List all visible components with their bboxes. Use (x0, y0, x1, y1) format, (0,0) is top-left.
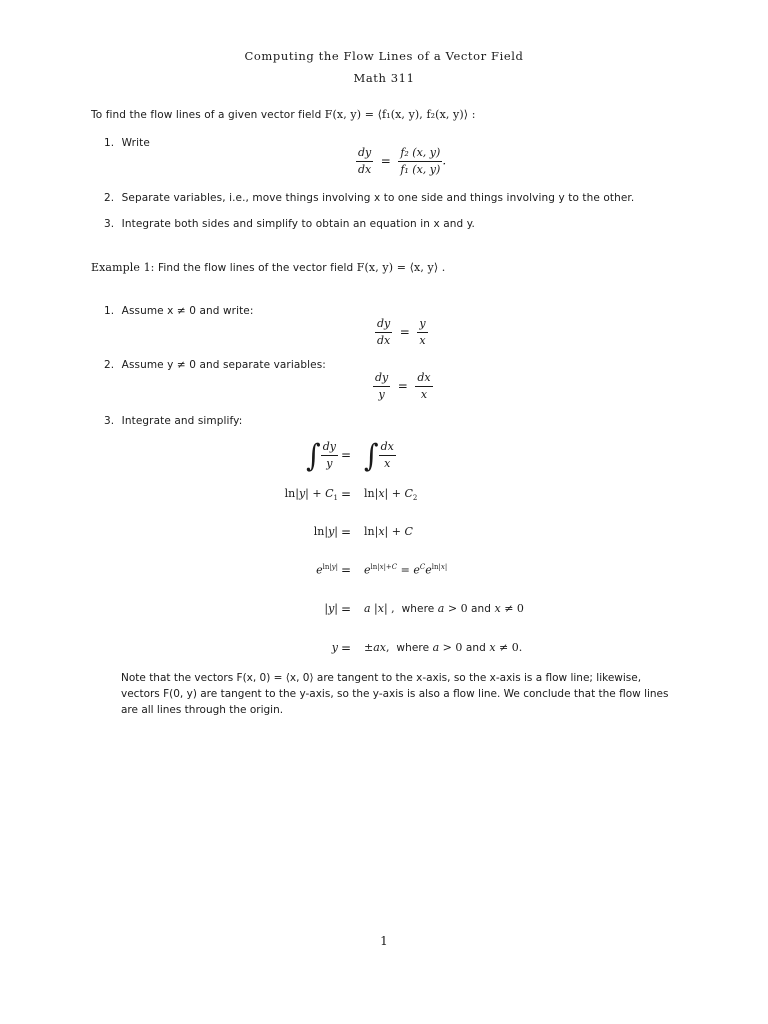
step-number: 3. (104, 415, 115, 427)
page-number: 1 (380, 934, 388, 948)
derivation-rhs: ±ax, where a > 0 and x ≠ 0. (364, 641, 523, 654)
example-formula-2: $\frac{dy}{y}$ = $\frac{dx}{x}$ (375, 371, 431, 401)
step-number: 1. (104, 305, 115, 317)
derivation-lhs: ln|y| (313, 525, 338, 538)
derivation-row-4 (230, 563, 570, 581)
intro-line (91, 108, 476, 121)
intro-lead: To find the flow lines of a given vector field (91, 109, 322, 121)
course-label: Math 311 (353, 71, 415, 85)
derivation-rhs: $\ln|x| + C_2$ (364, 487, 418, 503)
derivation-lhs: y (331, 641, 338, 654)
derivation-lhs: |y| (324, 602, 338, 615)
derivation-rhs: a |x| , where a > 0 and x ≠ 0 (364, 602, 524, 615)
example-heading (91, 261, 445, 274)
example-text: Find the flow lines of the vector field (157, 262, 354, 274)
example-formula-1: $\frac{dy}{dx}$ = $\frac{y}{x}$ (377, 317, 426, 347)
derivation-rhs: ln|x| + C (364, 525, 413, 538)
derivation-row-6 (230, 641, 570, 659)
step-text: Separate variables, i.e., move things involving x to one side and things involving y to the other. (121, 192, 635, 204)
step1-formula: $\frac{dy}{dx}$ = $\frac{\text{f₂ (x, y)}}{\text{f₁ (x, y)}}$ . (358, 146, 447, 176)
step-text: Assume y ≠ 0 and separate variables: (121, 359, 326, 371)
derivation-rhs: $e^{ln|x|+C} = e^Ce^{ln|x|}$ (364, 563, 448, 577)
derivation-relation: = (341, 563, 352, 577)
conclusion-note: Note that the vectors F(x, 0) = ⟨x, 0⟩ are tangent to the x-axis, so the x-axis is a flow line; likewise, vectors F(0, y) are tangent to the y-axis, so the y-axis is also a flow line. We conclude that the flow lines are all lines through the origin. (121, 672, 669, 716)
step-number: 3. (104, 218, 115, 230)
derivation-relation: = (341, 487, 352, 501)
step-text: Write (121, 137, 150, 149)
derivation-relation: = (341, 602, 352, 616)
example-step-1 (104, 305, 254, 317)
document-title: Computing the Flow Lines of a Vector Field (244, 49, 524, 63)
derivation-lhs: $e^{ln|y|}$ (316, 563, 338, 577)
derivation-lhs: ∫ $\frac{dy}{y}$ (306, 436, 336, 474)
derivation-rhs: ∫ $\frac{dx}{x}$ (364, 436, 394, 474)
step-text: Assume x ≠ 0 and write: (121, 305, 254, 317)
step-2 (104, 192, 634, 204)
example-field-expr: F(x, y) = ⟨x, y⟩ . (356, 261, 446, 274)
step-text: Integrate both sides and simplify to obtain an equation in x and y. (121, 218, 475, 230)
derivation-row-5 (230, 602, 570, 620)
step-number: 1. (104, 137, 115, 149)
example-step-3 (104, 415, 242, 427)
step-3 (104, 218, 475, 230)
derivation-lhs: $\ln|y| + C_1$ (284, 487, 338, 503)
step-text: Integrate and simplify: (121, 415, 243, 427)
derivation-relation: = (341, 525, 352, 539)
intro-field-expr: F(x, y) = ⟨f₁(x, y), f₂(x, y)⟩ : (324, 108, 476, 121)
derivation-relation: = (341, 448, 352, 462)
derivation-row-2 (230, 487, 570, 505)
derivation-row-1 (230, 436, 570, 474)
step-1 (104, 137, 150, 149)
derivation-relation: = (341, 641, 352, 655)
step-number: 2. (104, 359, 115, 371)
derivation-row-3 (230, 525, 570, 543)
step-number: 2. (104, 192, 115, 204)
example-label: Example 1: (91, 261, 155, 274)
example-step-2 (104, 359, 326, 371)
